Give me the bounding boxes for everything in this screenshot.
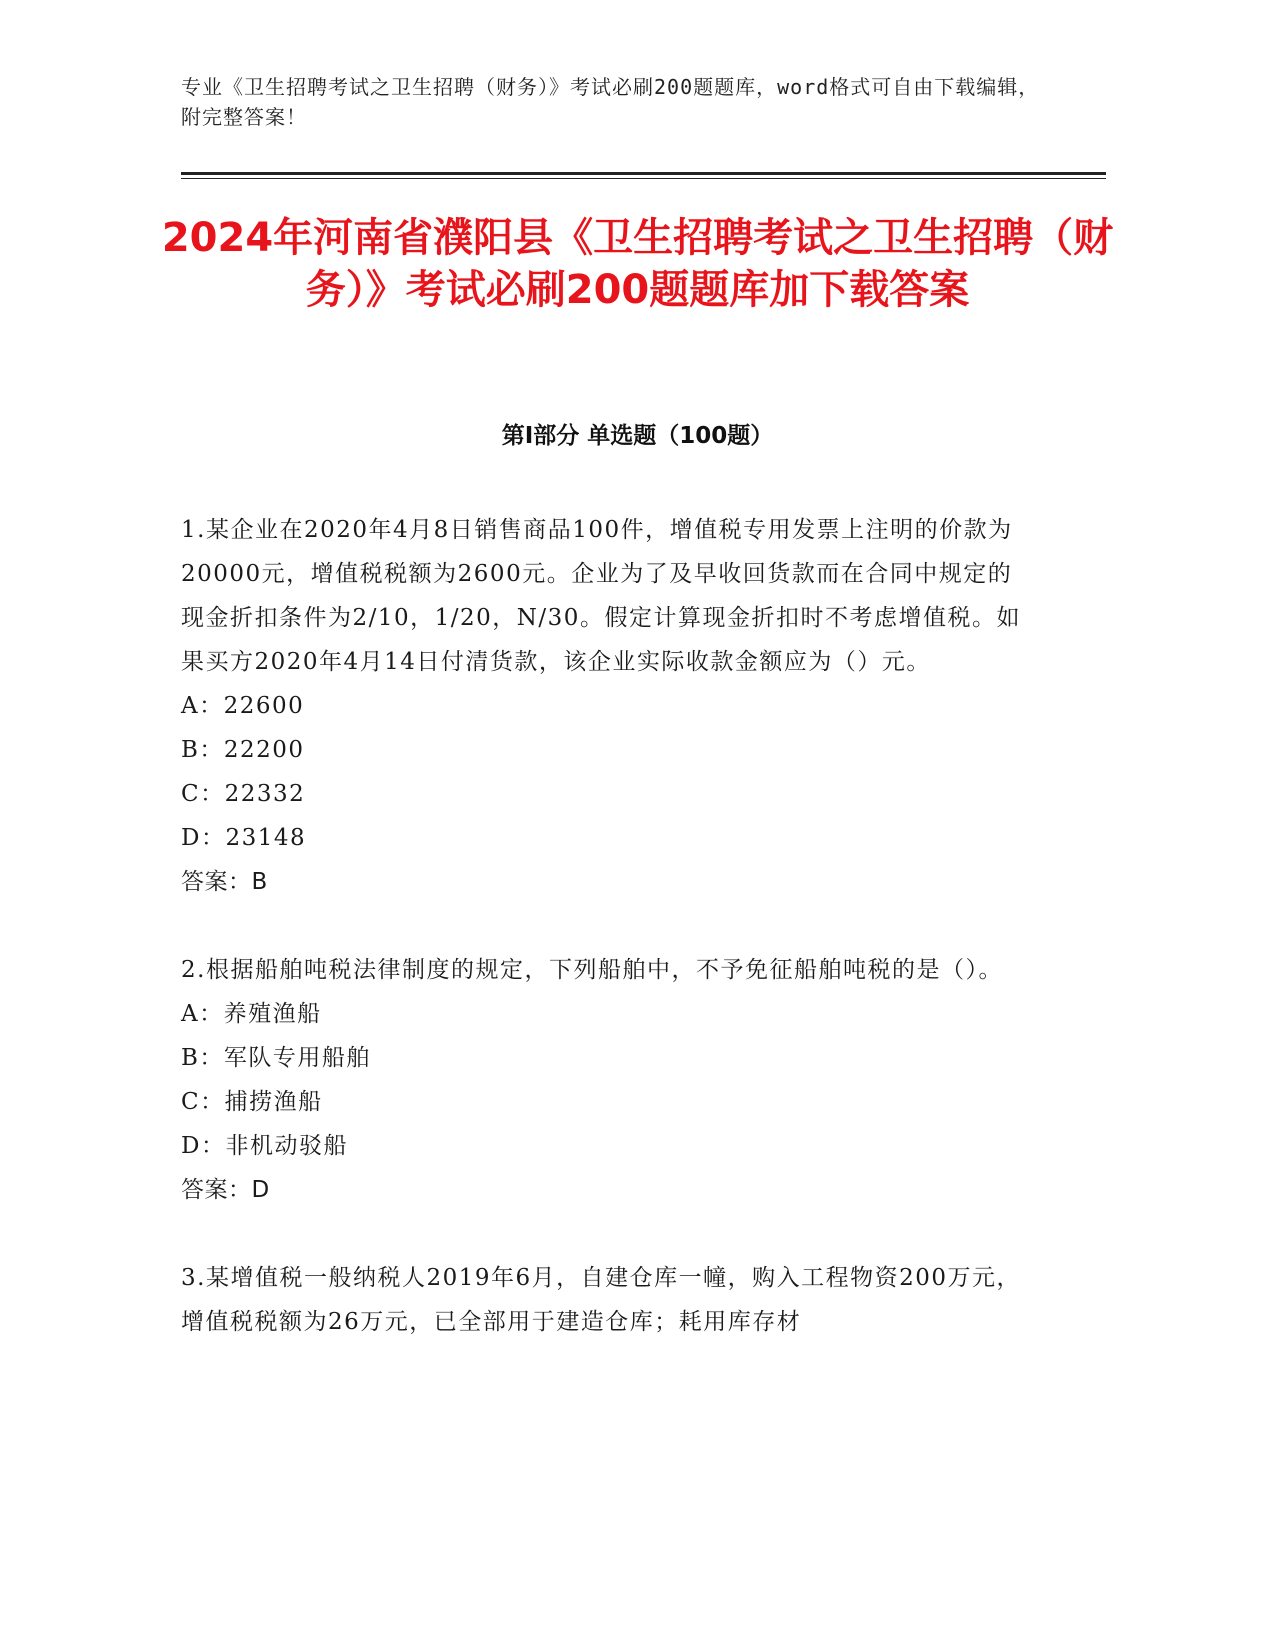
answer-label: 答案：D — [181, 1177, 270, 1203]
question-1 — [181, 508, 1021, 904]
question-list — [181, 508, 1021, 1344]
option-c: C：捕捞渔船 — [181, 1089, 323, 1115]
question-stem: 1.某企业在2020年4月8日销售商品100件，增值税专用发票上注明的价款为20000元，增值税税额为2600元。企业为了及早收回货款而在合同中规定的现金折扣条件为2/10，1/20，N/30。假定计算现金折扣时不考虑增值税。如果买方2020年4月14日付清货款，该企业实际收款金额应为（）元。 — [181, 517, 1021, 675]
answer-label: 答案：B — [181, 869, 268, 895]
option-b: B：22200 — [181, 737, 305, 763]
option-c: C：22332 — [181, 781, 306, 807]
question-3 — [181, 1256, 1021, 1344]
question-2 — [181, 948, 1021, 1212]
header-divider-thin — [181, 178, 1106, 179]
question-stem: 3.某增值税一般纳税人2019年6月，自建仓库一幢，购入工程物资200万元，增值税税额为26万元，已全部用于建造仓库；耗用库存材 — [181, 1265, 1022, 1335]
option-a: A：22600 — [181, 693, 305, 719]
section-heading: 第Ⅰ部分 单选题（100题） — [501, 423, 774, 449]
header-note: 专业《卫生招聘考试之卫生招聘（财务）》考试必刷200题题库，word格式可自由下载编辑，附完整答案！ — [181, 75, 1040, 129]
option-d: D：23148 — [181, 825, 307, 851]
question-stem: 2.根据船舶吨税法律制度的规定，下列船舶中，不予免征船舶吨税的是（）。 — [181, 957, 1003, 983]
option-b: B：军队专用船舶 — [181, 1045, 371, 1071]
option-d: D：非机动驳船 — [181, 1133, 348, 1159]
header-divider-thick — [181, 172, 1106, 175]
document-title: 2024年河南省濮阳县《卫生招聘考试之卫生招聘（财务）》考试必刷200题题库加下载答案 — [161, 215, 1114, 313]
option-a: A：养殖渔船 — [181, 1001, 322, 1027]
